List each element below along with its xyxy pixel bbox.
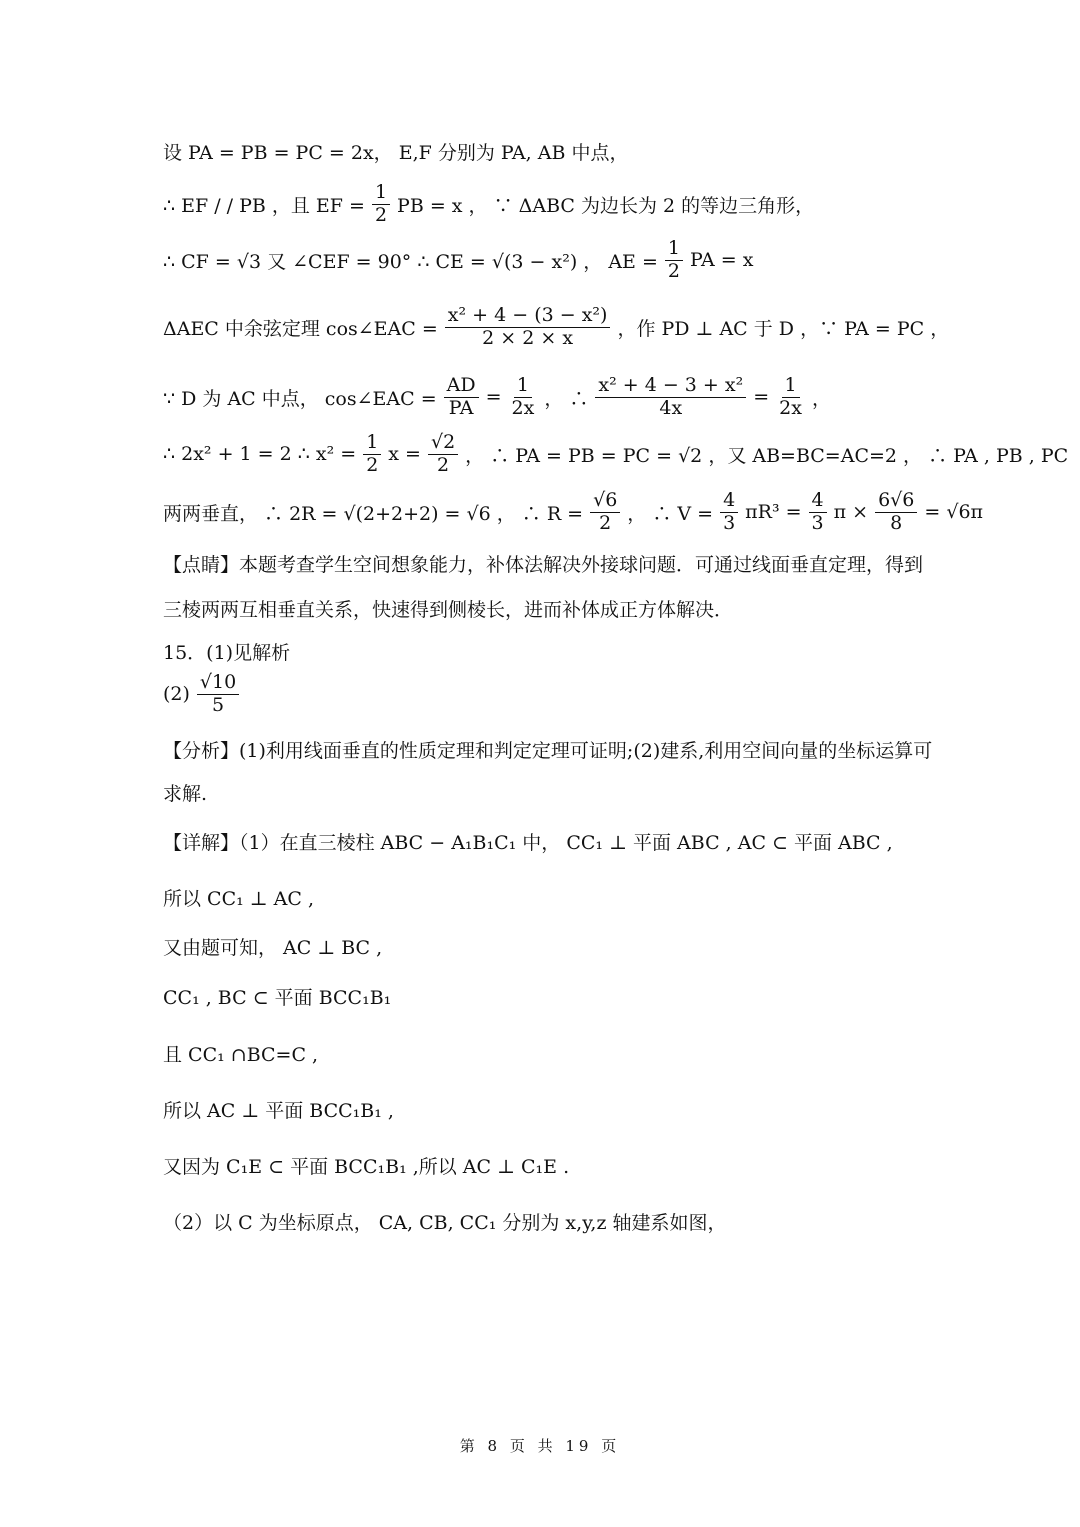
text: ∴ 2x² + 1 = 2 ∴ x² =: [163, 443, 357, 466]
text-line-2: [163, 182, 930, 227]
text: 两两垂直， ∴ 2R = √(2+2+2) = √6 ， ∴ R =: [163, 502, 584, 525]
page-footer: 第 8 页 共 19 页: [459, 1437, 621, 1455]
numerator: 1: [363, 432, 381, 455]
text: ΔAEC 中余弦定理 cos∠EAC =: [163, 317, 438, 340]
numerator: 1: [372, 182, 390, 205]
text-line-13: 求解.: [163, 783, 208, 805]
text: PA = x: [689, 249, 754, 272]
fraction: [665, 238, 683, 283]
numerator: √10: [197, 672, 239, 695]
fraction: [428, 432, 458, 477]
text: ， ∴: [544, 387, 589, 410]
numerator: √6: [590, 490, 620, 513]
text: ∴ CF = √3 又 ∠CEF = 90° ∴ CE = √(3 − x²) ， AE =: [163, 250, 658, 273]
denominator: 2: [374, 203, 388, 226]
text: PB = x ， ∵ ΔABC 为边长为 2 的等边三角形，: [397, 194, 815, 217]
text-line-15: 所以 CC₁ ⊥ AC ,: [163, 888, 315, 910]
text-line-3: [163, 238, 930, 283]
numerator: 1: [665, 238, 683, 261]
denominator: 2: [366, 453, 379, 476]
numerator: 4: [720, 490, 738, 513]
fraction: [197, 672, 239, 717]
text: (2): [163, 683, 190, 706]
text: ∵ D 为 AC 中点， cos∠EAC =: [163, 387, 437, 410]
denominator: 2: [599, 511, 612, 534]
denominator: 2: [437, 453, 450, 476]
numerator: 4: [809, 490, 827, 513]
fraction: [720, 490, 738, 535]
denominator: 4x: [659, 396, 683, 419]
text: ∴ EF / / PB ，且 EF =: [163, 194, 365, 217]
text-line-5: [163, 375, 930, 420]
text: =: [753, 386, 770, 409]
text-line-8: 【点睛】本题考查学生空间想象能力，补体法解决外接球问题．可通过线面垂直定理，得到: [163, 554, 924, 576]
denominator: 2x: [511, 396, 535, 419]
fraction: [509, 375, 538, 420]
fraction: [595, 375, 746, 420]
text-line-4: [163, 304, 950, 350]
text: π ×: [833, 501, 869, 524]
text-line-6: [163, 431, 1069, 477]
text-line-17: CC₁ , BC ⊂ 平面 BCC₁B₁: [163, 987, 392, 1009]
denominator: 5: [212, 693, 225, 716]
text: x =: [388, 443, 421, 466]
text-line-14: 【详解】（1）在直三棱柱 ABC − A₁B₁C₁ 中， CC₁ ⊥ 平面 ABC , AC ⊂ 平面 ABC ,: [163, 832, 893, 854]
numerator: AD: [444, 375, 479, 398]
text-line-1: [163, 138, 930, 165]
text: ，作 PD ⊥ AC 于 D ，∵ PA = PC ，: [617, 317, 950, 340]
fraction: [372, 182, 390, 227]
denominator: 8: [890, 511, 903, 534]
numerator: x² + 4 − 3 + x²: [595, 375, 746, 398]
text: ， ∴ PA = PB = PC = √2 ，又 AB=BC=AC=2 ， ∴ PA , PB , PC: [465, 444, 1069, 467]
numerator: √2: [428, 432, 458, 455]
denominator: 2: [667, 259, 680, 282]
denominator: 2x: [779, 396, 802, 419]
text-line-11: [163, 672, 930, 717]
text-line-10: 15．(1)见解析: [163, 642, 291, 664]
text-line-20: 又因为 C₁E ⊂ 平面 BCC₁B₁ ,所以 AC ⊥ C₁E .: [163, 1156, 570, 1178]
text-line-18: 且 CC₁ ∩BC=C ,: [163, 1044, 319, 1066]
fraction: [363, 432, 381, 477]
fraction: [444, 375, 479, 420]
text-line-19: 所以 AC ⊥ 平面 BCC₁B₁ ,: [163, 1100, 394, 1122]
fraction: [445, 305, 611, 350]
fraction: [809, 490, 827, 535]
text: 设 PA = PB = PC = 2x， E,F 分别为 PA, AB 中点，: [163, 142, 629, 164]
numerator: x² + 4 − (3 − x²): [445, 305, 611, 328]
fraction: [776, 375, 805, 420]
text-line-21: （2）以 C 为坐标原点， CA, CB, CC₁ 分别为 x,y,z 轴建系如图，: [163, 1212, 727, 1234]
text: = √6π: [924, 501, 984, 524]
text-line-9: 三棱两两互相垂直关系，快速得到侧棱长，进而补体成正方体解决．: [163, 599, 734, 621]
text-line-12: 【分析】(1)利用线面垂直的性质定理和判定定理可证明;(2)建系,利用空间向量的坐标运算可: [163, 740, 933, 762]
text: ，: [811, 387, 831, 410]
text-line-7: [163, 489, 984, 535]
numerator: 1: [782, 375, 800, 398]
text: πR³ =: [745, 501, 802, 524]
denominator: 3: [723, 511, 736, 534]
fraction: [590, 490, 620, 535]
denominator: PA: [448, 396, 474, 419]
denominator: 2 × 2 × x: [482, 326, 574, 349]
numerator: 1: [514, 375, 532, 398]
numerator: 6√6: [875, 490, 917, 513]
denominator: 3: [811, 511, 824, 534]
text: =: [485, 386, 502, 409]
text-line-16: 又由题可知， AC ⊥ BC ,: [163, 937, 383, 959]
fraction: [875, 490, 917, 535]
text: ， ∴ V =: [627, 502, 714, 525]
